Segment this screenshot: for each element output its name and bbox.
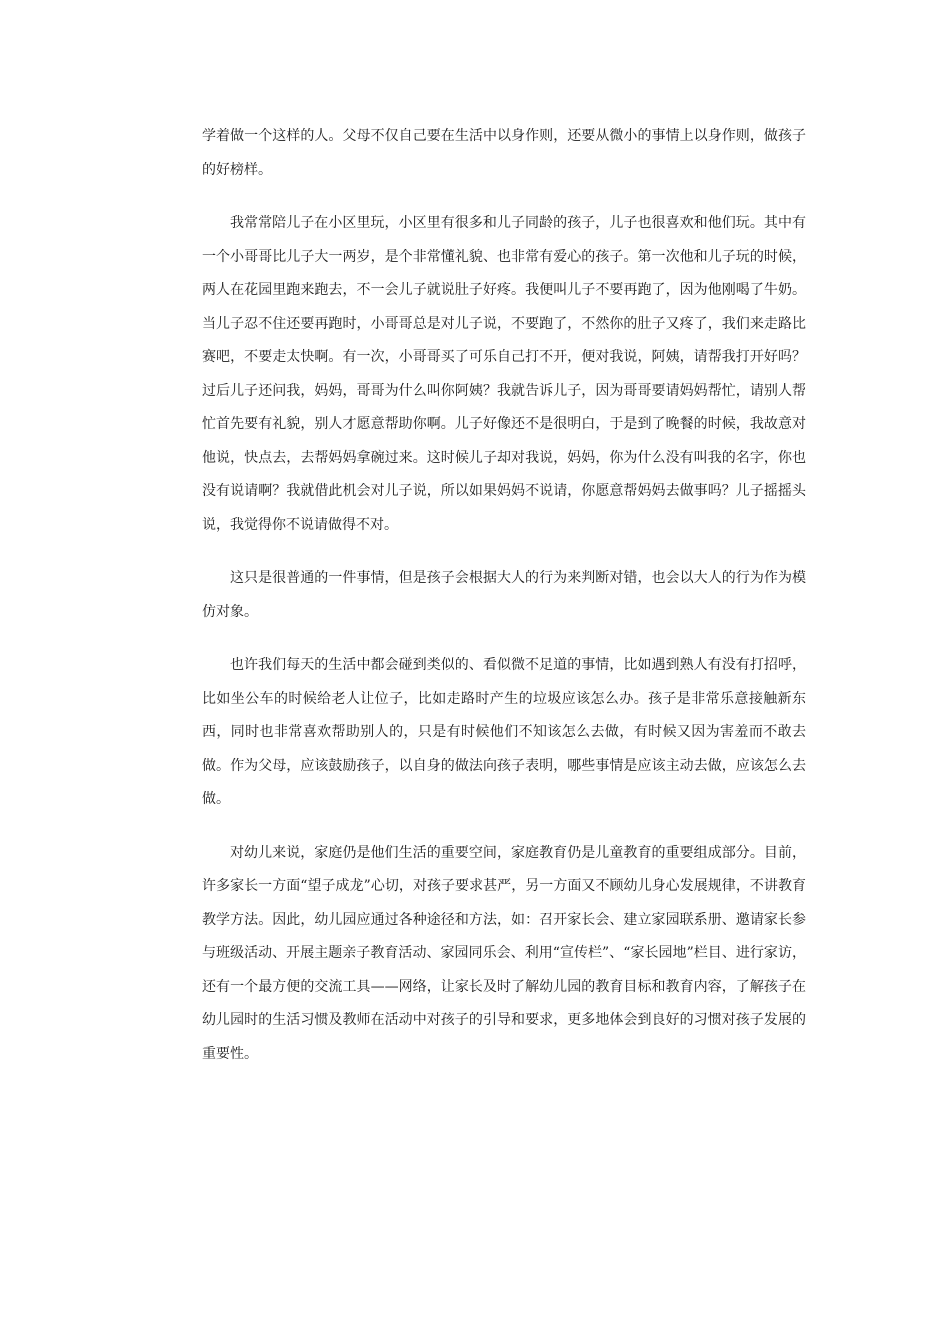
paragraph-4: 也许我们每天的生活中都会碰到类似的、看似微不足道的事情，比如遇到熟人有没有打招呼，比如坐公车的时候给老人让位子，比如走路时产生的垃圾应该怎么办。孩子是非常乐意接触新东西，同时也非常喜欢帮助别人的，只是有时候他们不知该怎么去做，有时候又因为害羞而不敢去做。作为父母，应该鼓励孩子，以自身的做法向孩子表明，哪些事情是应该主动去做，应该怎么去做。 (202, 657, 806, 807)
paragraph-2: 我常常陪儿子在小区里玩，小区里有很多和儿子同龄的孩子，儿子也很喜欢和他们玩。其中有一个小哥哥比儿子大一两岁，是个非常懂礼貌、也非常有爱心的孩子。第一次他和儿子玩的时候，两人在花园里跑来跑去，不一会儿子就说肚子好疼。我便叫儿子不要再跑了，因为他刚喝了牛奶。当儿子忍不住还要再跑时，小哥哥总是对儿子说，不要跑了，不然你的肚子又疼了，我们来走路比赛吧，不要走太快啊。有一次，小哥哥买了可乐自己打不开，便对我说，阿姨，请帮我打开好吗？过后儿子还问我，妈妈，哥哥为什么叫你阿姨？我就告诉儿子，因为哥哥要请妈妈帮忙，请别人帮忙首先要有礼貌，别人才愿意帮助你啊。儿子好像还不是很明白，于是到了晚餐的时候，我故意对他说，快点去，去帮妈妈拿碗过来。这时候儿子却对我说，妈妈，你为什么没有叫我的名字，你也没有说请啊？我就借此机会对儿子说，所以如果妈妈不说请，你愿意帮妈妈去做事吗？儿子摇摇头说，我觉得你不说请做得不对。 (202, 215, 806, 533)
paragraph-1: 学着做一个这样的人。父母不仅自己要在生活中以身作则，还要从微小的事情上以身作则，做孩子的好榜样。 (202, 128, 806, 178)
document-body (202, 120, 806, 1091)
paragraph-3: 这只是很普通的一件事情，但是孩子会根据大人的行为来判断对错，也会以大人的行为作为模仿对象。 (202, 570, 806, 620)
paragraph-5: 对幼儿来说，家庭仍是他们生活的重要空间，家庭教育仍是儿童教育的重要组成部分。目前，许多家长一方面“望子成龙”心切，对孩子要求甚严，另一方面又不顾幼儿身心发展规律，不讲教育教学方法。因此，幼儿园应通过各种途径和方法，如：召开家长会、建立家园联系册、邀请家长参与班级活动、开展主题亲子教育活动、家园同乐会、利用“宣传栏”、“家长园地”栏目、进行家访，还有一个最方便的交流工具——网络，让家长及时了解幼儿园的教育目标和教育内容，了解孩子在幼儿园时的生活习惯及教师在活动中对孩子的引导和要求，更多地体会到良好的习惯对孩子发展的重要性。 (202, 844, 806, 1062)
